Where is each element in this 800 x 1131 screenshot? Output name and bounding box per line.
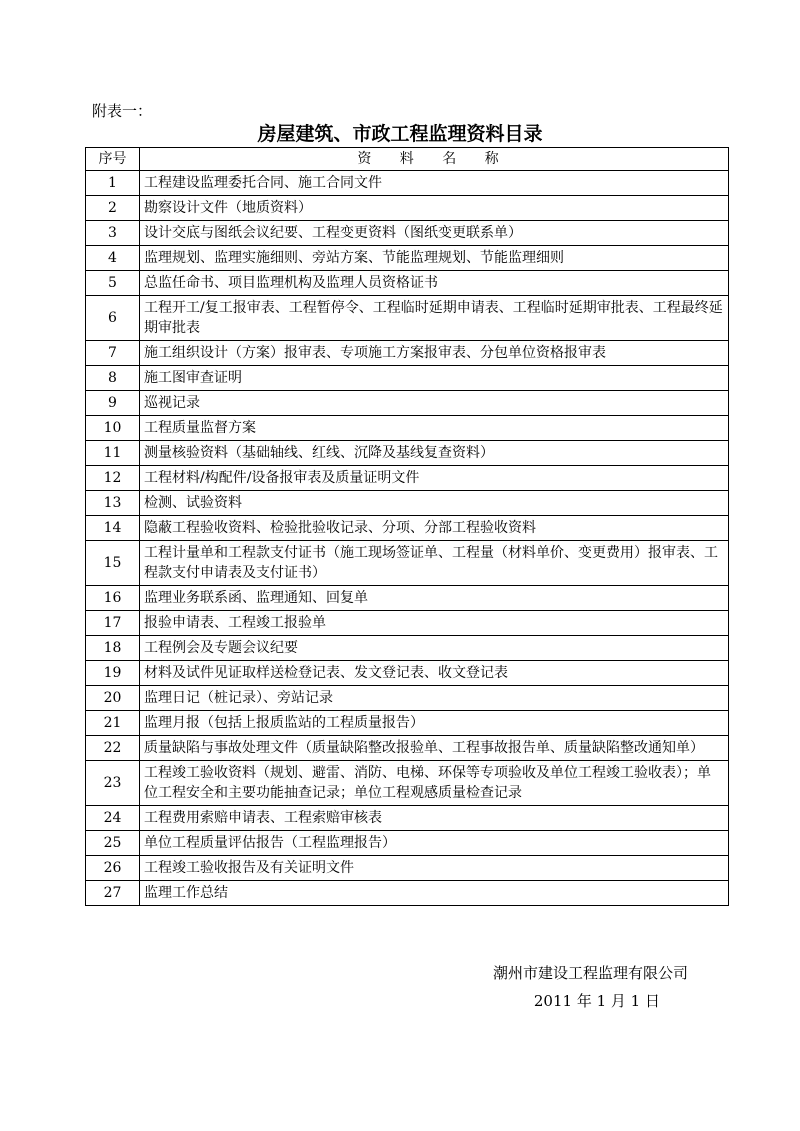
row-document-name: 监理日记（桩记录）、旁站记录 bbox=[140, 686, 729, 711]
row-document-name: 工程计量单和工程款支付证书（施工现场签证单、工程量（材料单价、变更费用）报审表、工程款支付申请表及支付证书） bbox=[140, 541, 729, 586]
header-number: 序号 bbox=[86, 148, 140, 171]
table-row bbox=[86, 586, 729, 611]
row-number: 4 bbox=[86, 246, 140, 271]
row-number: 20 bbox=[86, 686, 140, 711]
row-document-name: 检测、试验资料 bbox=[140, 491, 729, 516]
row-document-name: 工程例会及专题会议纪要 bbox=[140, 636, 729, 661]
row-document-name: 工程费用索赔申请表、工程索赔审核表 bbox=[140, 806, 729, 831]
row-number: 13 bbox=[86, 491, 140, 516]
row-document-name: 总监任命书、项目监理机构及监理人员资格证书 bbox=[140, 271, 729, 296]
row-number: 16 bbox=[86, 586, 140, 611]
document-date: 2011 年 1 月 1 日 bbox=[533, 992, 660, 1010]
table-row bbox=[86, 296, 729, 341]
row-document-name: 质量缺陷与事故处理文件（质量缺陷整改报验单、工程事故报告单、质量缺陷整改通知单） bbox=[140, 736, 729, 761]
row-document-name: 监理月报（包括上报质监站的工程质量报告） bbox=[140, 711, 729, 736]
row-number: 14 bbox=[86, 516, 140, 541]
row-document-name: 工程竣工验收报告及有关证明文件 bbox=[140, 856, 729, 881]
row-document-name: 施工组织设计（方案）报审表、专项施工方案报审表、分包单位资格报审表 bbox=[140, 341, 729, 366]
row-number: 17 bbox=[86, 611, 140, 636]
table-row bbox=[86, 831, 729, 856]
table-row bbox=[86, 661, 729, 686]
row-document-name: 监理规划、监理实施细则、旁站方案、节能监理规划、节能监理细则 bbox=[140, 246, 729, 271]
catalog-table bbox=[85, 147, 729, 906]
table-row bbox=[86, 541, 729, 586]
table-row bbox=[86, 761, 729, 806]
table-header-row bbox=[86, 148, 729, 171]
table-row bbox=[86, 881, 729, 906]
company-name: 潮州市建设工程监理有限公司 bbox=[492, 964, 688, 982]
row-document-name: 监理工作总结 bbox=[140, 881, 729, 906]
row-number: 9 bbox=[86, 391, 140, 416]
row-number: 21 bbox=[86, 711, 140, 736]
row-document-name: 隐蔽工程验收资料、检验批验收记录、分项、分部工程验收资料 bbox=[140, 516, 729, 541]
row-number: 3 bbox=[86, 221, 140, 246]
table-row bbox=[86, 221, 729, 246]
row-document-name: 工程材料/构配件/设备报审表及质量证明文件 bbox=[140, 466, 729, 491]
row-number: 1 bbox=[86, 171, 140, 196]
table-row bbox=[86, 171, 729, 196]
table-row bbox=[86, 711, 729, 736]
row-number: 8 bbox=[86, 366, 140, 391]
table-row bbox=[86, 491, 729, 516]
table-row bbox=[86, 636, 729, 661]
row-document-name: 材料及试件见证取样送检登记表、发文登记表、收文登记表 bbox=[140, 661, 729, 686]
row-number: 10 bbox=[86, 416, 140, 441]
table-row bbox=[86, 611, 729, 636]
table-row bbox=[86, 246, 729, 271]
table-row bbox=[86, 416, 729, 441]
row-document-name: 测量核验资料（基础轴线、红线、沉降及基线复查资料） bbox=[140, 441, 729, 466]
row-number: 5 bbox=[86, 271, 140, 296]
table-row bbox=[86, 856, 729, 881]
row-number: 18 bbox=[86, 636, 140, 661]
row-document-name: 施工图审查证明 bbox=[140, 366, 729, 391]
table-row bbox=[86, 341, 729, 366]
table-row bbox=[86, 271, 729, 296]
table-row bbox=[86, 391, 729, 416]
catalog-body bbox=[86, 171, 729, 906]
table-row bbox=[86, 196, 729, 221]
row-number: 22 bbox=[86, 736, 140, 761]
row-number: 7 bbox=[86, 341, 140, 366]
row-number: 2 bbox=[86, 196, 140, 221]
row-document-name: 单位工程质量评估报告（工程监理报告） bbox=[140, 831, 729, 856]
table-row bbox=[86, 686, 729, 711]
row-number: 12 bbox=[86, 466, 140, 491]
row-document-name: 勘察设计文件（地质资料） bbox=[140, 196, 729, 221]
row-number: 23 bbox=[86, 761, 140, 806]
row-number: 26 bbox=[86, 856, 140, 881]
annex-label: 附表一： bbox=[92, 102, 153, 120]
row-number: 19 bbox=[86, 661, 140, 686]
document-title: 房屋建筑、市政工程监理资料目录 bbox=[257, 123, 543, 145]
header-name: 资 料 名 称 bbox=[140, 148, 729, 171]
row-document-name: 设计交底与图纸会议纪要、工程变更资料（图纸变更联系单） bbox=[140, 221, 729, 246]
row-document-name: 工程竣工验收资料（规划、避雷、消防、电梯、环保等专项验收及单位工程竣工验收表）；单位工程安全和主要功能抽查记录；单位工程观感质量检查记录 bbox=[140, 761, 729, 806]
table-row bbox=[86, 366, 729, 391]
row-number: 25 bbox=[86, 831, 140, 856]
table-row bbox=[86, 736, 729, 761]
row-number: 24 bbox=[86, 806, 140, 831]
row-document-name: 巡视记录 bbox=[140, 391, 729, 416]
row-number: 6 bbox=[86, 296, 140, 341]
row-number: 11 bbox=[86, 441, 140, 466]
table-row bbox=[86, 516, 729, 541]
row-document-name: 工程质量监督方案 bbox=[140, 416, 729, 441]
row-number: 15 bbox=[86, 541, 140, 586]
table-row bbox=[86, 806, 729, 831]
row-document-name: 监理业务联系函、监理通知、回复单 bbox=[140, 586, 729, 611]
row-document-name: 工程建设监理委托合同、施工合同文件 bbox=[140, 171, 729, 196]
row-number: 27 bbox=[86, 881, 140, 906]
table-row bbox=[86, 441, 729, 466]
table-row bbox=[86, 466, 729, 491]
row-document-name: 工程开工/复工报审表、工程暂停令、工程临时延期申请表、工程临时延期审批表、工程最终延期审批表 bbox=[140, 296, 729, 341]
row-document-name: 报验申请表、工程竣工报验单 bbox=[140, 611, 729, 636]
